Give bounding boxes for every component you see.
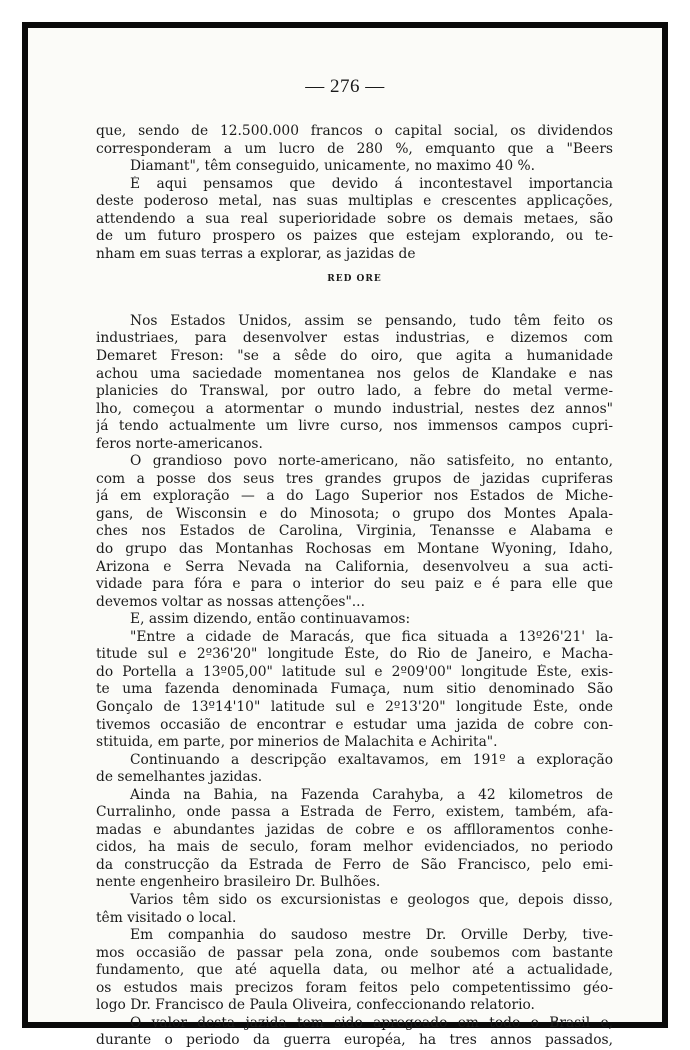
paragraph: [96, 453, 613, 611]
text-line: cidos, ha mais de seculo, foram melhor evidenciados, no periodo: [96, 839, 613, 856]
paragraph: [96, 927, 613, 1015]
text-line: vidade para fóra e para o interior do seu paiz e é para elle que: [96, 576, 613, 593]
text-line: deste poderoso metal, nas suas multiplas e crescentes applicações,: [96, 193, 613, 210]
text-line: feros norte-americanos.: [96, 435, 263, 452]
text-line: têm visitado o local.: [96, 909, 237, 926]
text-line: mos occasião de passar pela zona, onde soubemos com bastante: [96, 944, 613, 961]
text-line: de um futuro prospero os paizes que estejam explorando, ou te-: [96, 228, 613, 245]
text-line: nente engenheiro brasileiro Dr. Bulhões.: [96, 874, 381, 891]
text-line: que, sendo de 12.500.000 francos o capital social, os dividendos: [96, 123, 613, 139]
text-line: nham em suas terras a explorar, as jazidas de: [96, 245, 416, 262]
text-line: os estudos mais precizos foram feitos pelo competentissimo géo-: [96, 979, 613, 996]
text-line: planicies do Transwal, por outro lado, a febre do metal verme-: [96, 383, 613, 400]
text-line: com a posse dos seus tres grandes grupos de jazidas cupriferas: [96, 470, 613, 487]
page-border: [22, 22, 668, 1049]
text-line: O grandioso povo norte-americano, não satisfeito, no entanto,: [130, 453, 613, 470]
text-line: ches nos Estados de Carolina, Virginia, Tenansse e Alabama e: [96, 523, 613, 540]
text-line: corresponderam a um lucro de 280 %, emquanto que a "Beers: [96, 140, 613, 157]
text-line: já em exploração — a do Lago Superior nos Estados de Miche-: [96, 488, 613, 505]
text-line: Demaret Freson: "se a sêde do oiro, que agita a humanidade: [96, 348, 613, 365]
text-line: durante o periodo da guerra européa, ha tres annos passados,: [96, 1032, 613, 1049]
paragraph: [96, 313, 613, 453]
text-line: já tendo actualmente um livre curso, nos immensos campos cupri-: [96, 418, 613, 435]
text-line: O valor desta jazida tem sido apregoado em todo o Brasil e,: [130, 1014, 613, 1031]
text-line: Nos Estados Unidos, assim se pensando, tudo têm feito os: [130, 312, 613, 329]
paragraph: [96, 123, 613, 176]
text-line: do Portella a 13º05,00" latitude sul e 2º09'00" longitude Éste, exis-: [96, 663, 613, 680]
text-line: te uma fazenda denominada Fumaça, num sitio denominado São: [96, 681, 613, 698]
text-line: stituida, em parte, por minerios de Malachita e Achirita".: [96, 734, 498, 751]
text-line: attendendo a sua real superioridade sobre os demais metaes, são: [96, 210, 613, 227]
text-line: do grupo das Montanhas Rochosas em Montane Wyoning, Idaho,: [96, 541, 613, 558]
text-line: gans, de Wisconsin e do Minosota; o grupo dos Montes Apala-: [96, 505, 613, 522]
text-line: Em companhia do saudoso mestre Dr. Orville Derby, tive-: [130, 927, 613, 944]
text-line: de semelhantes jazidas.: [96, 769, 263, 786]
text-line: achou uma saciedade momentanea nos gelos de Klandake e nas: [96, 365, 613, 382]
paragraph: [96, 1015, 613, 1050]
page-number: — 276 —: [305, 76, 385, 97]
paragraph: [96, 752, 613, 787]
book-page: [28, 28, 662, 1049]
text-line: da construcção da Estrada de Ferro de São Francisco, pelo emi-: [96, 856, 613, 873]
paragraph: [96, 176, 613, 264]
text-line: tivemos occasião de encontrar e estudar uma jazida de cobre con-: [96, 716, 613, 733]
text-line: logo Dr. Francisco de Paula Oliveira, confeccionando relatorio.: [96, 997, 535, 1014]
text-line: É aqui pensamos que devido á incontestavel importancia: [130, 175, 613, 192]
text-line: Curralinho, onde passa a Estrada de Ferro, existem, também, afa-: [96, 804, 613, 821]
paragraph: [96, 629, 613, 752]
text-line: industriaes, para desenvolver estas industrias, e dizemos com: [96, 330, 613, 347]
text-line: lho, começou a atormentar o mundo industrial, nestes dez annos": [96, 400, 613, 417]
text-line: fundamento, que até aquella data, ou melhor até a actualidade,: [96, 962, 613, 979]
text-line: E, assim dizendo, então continuavamos:: [130, 611, 411, 628]
paragraph: [96, 611, 613, 629]
text-line: Continuando a descripção exaltavamos, em 191º a exploração: [130, 751, 613, 768]
text-line: titude sul e 2º36'20" longitude Éste, do Rio de Janeiro, e Macha-: [96, 646, 613, 663]
body-text: [96, 123, 613, 1050]
section-heading: RED ORE: [327, 274, 382, 285]
text-line: Ainda na Bahia, na Fazenda Carahyba, a 42 kilometros de: [130, 786, 613, 803]
text-line: Arizona e Serra Nevada na California, desenvolveu a sua acti-: [96, 558, 613, 575]
text-line: madas e abundantes jazidas de cobre e os afflloramentos conhe-: [96, 821, 613, 838]
paragraph: [96, 787, 613, 892]
paragraph: [96, 892, 613, 927]
text-line: devemos voltar as nossas attenções"...: [96, 593, 365, 610]
text-line: "Entre a cidade de Maracás, que fica situada a 13º26'21' la-: [130, 628, 613, 645]
text-line: Varios têm sido os excursionistas e geologos que, depois disso,: [130, 891, 613, 908]
text-line: Diamant", têm conseguido, unicamente, no maximo 40 %.: [130, 158, 535, 175]
text-line: Gonçalo de 13º14'10" latitude sul e 2º13'20" longitude Éste, onde: [96, 698, 613, 715]
